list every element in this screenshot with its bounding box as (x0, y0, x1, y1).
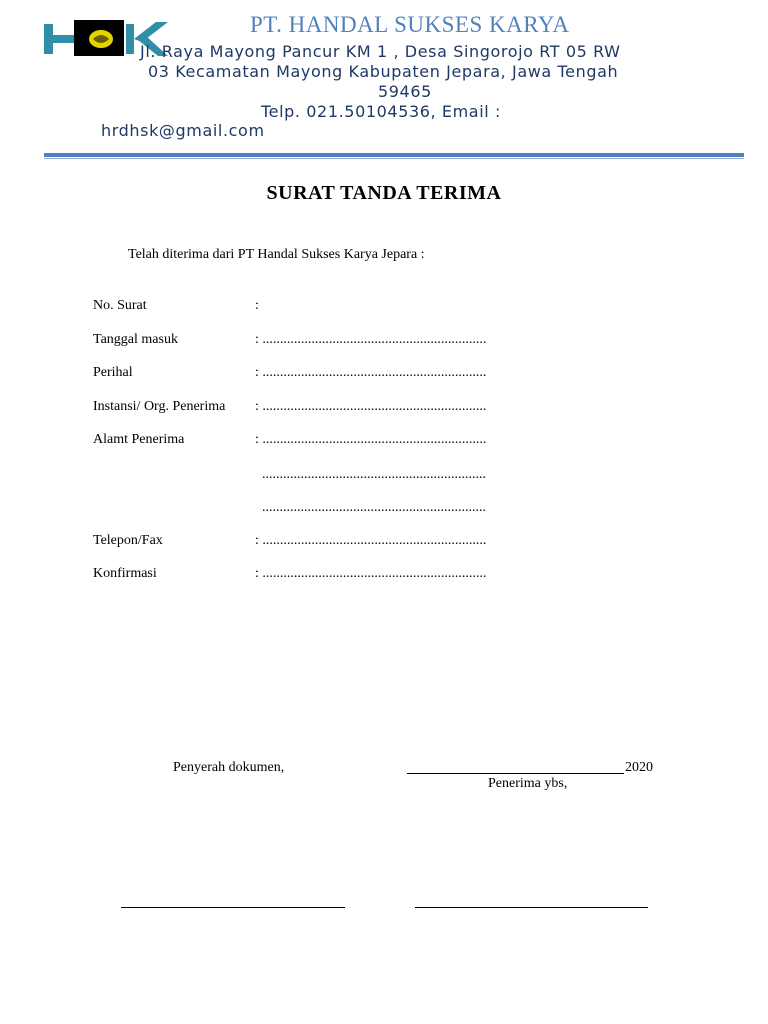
header-rule (44, 153, 744, 157)
field-label-perihal: Perihal (93, 365, 133, 380)
address-line-1: Jl. Raya Mayong Pancur KM 1 , Desa Singorojo RT 05 RW (140, 42, 621, 61)
email-link[interactable]: hrdhsk@gmail.com (101, 121, 265, 140)
field-value-perihal[interactable]: : ................................................................ (255, 365, 487, 380)
field-label-alamat: Alamt Penerima (93, 432, 185, 447)
field-value-alamat-2[interactable]: ................................................................ (262, 467, 486, 482)
receiver-label: Penerima ybs, (488, 776, 568, 791)
company-name: PT. HANDAL SUKSES KARYA (250, 12, 570, 37)
logo-h-bar (44, 35, 74, 43)
field-value-telepon[interactable]: : ................................................................ (255, 533, 487, 548)
field-label-no-surat: No. Surat (93, 298, 147, 313)
phone-line: Telp. 021.50104536, Email : (261, 102, 501, 121)
field-value-instansi[interactable]: : ................................................................ (255, 399, 487, 414)
address-line-3: 59465 (378, 82, 432, 101)
field-label-tanggal: Tanggal masuk (93, 332, 178, 347)
header-rule-thin (44, 158, 744, 159)
submitter-label: Penyerah dokumen, (173, 760, 285, 775)
field-value-no-surat[interactable]: : (255, 298, 259, 313)
field-value-alamat-3[interactable]: ................................................................ (262, 500, 486, 515)
address-line-2: 03 Kecamatan Mayong Kabupaten Jepara, Jawa Tengah (148, 62, 619, 81)
document-title: SURAT TANDA TERIMA (266, 182, 502, 204)
field-value-alamat[interactable]: : ................................................................ (255, 432, 487, 447)
date-blank-line[interactable] (407, 773, 624, 774)
submitter-signature-line[interactable] (121, 907, 345, 908)
receiver-signature-line[interactable] (415, 907, 648, 908)
field-label-instansi: Instansi/ Org. Penerima (93, 399, 226, 414)
intro-text: Telah diterima dari PT Handal Sukses Karya Jepara : (128, 247, 425, 262)
logo-k-stem (126, 24, 134, 54)
field-label-telepon: Telepon/Fax (93, 533, 163, 548)
field-label-konfirmasi: Konfirmasi (93, 566, 157, 581)
year-text: 2020 (625, 760, 653, 775)
field-value-tanggal[interactable]: : ................................................................ (255, 332, 487, 347)
field-value-konfirmasi[interactable]: : ................................................................ (255, 566, 487, 581)
logo-k-upper (134, 22, 168, 42)
